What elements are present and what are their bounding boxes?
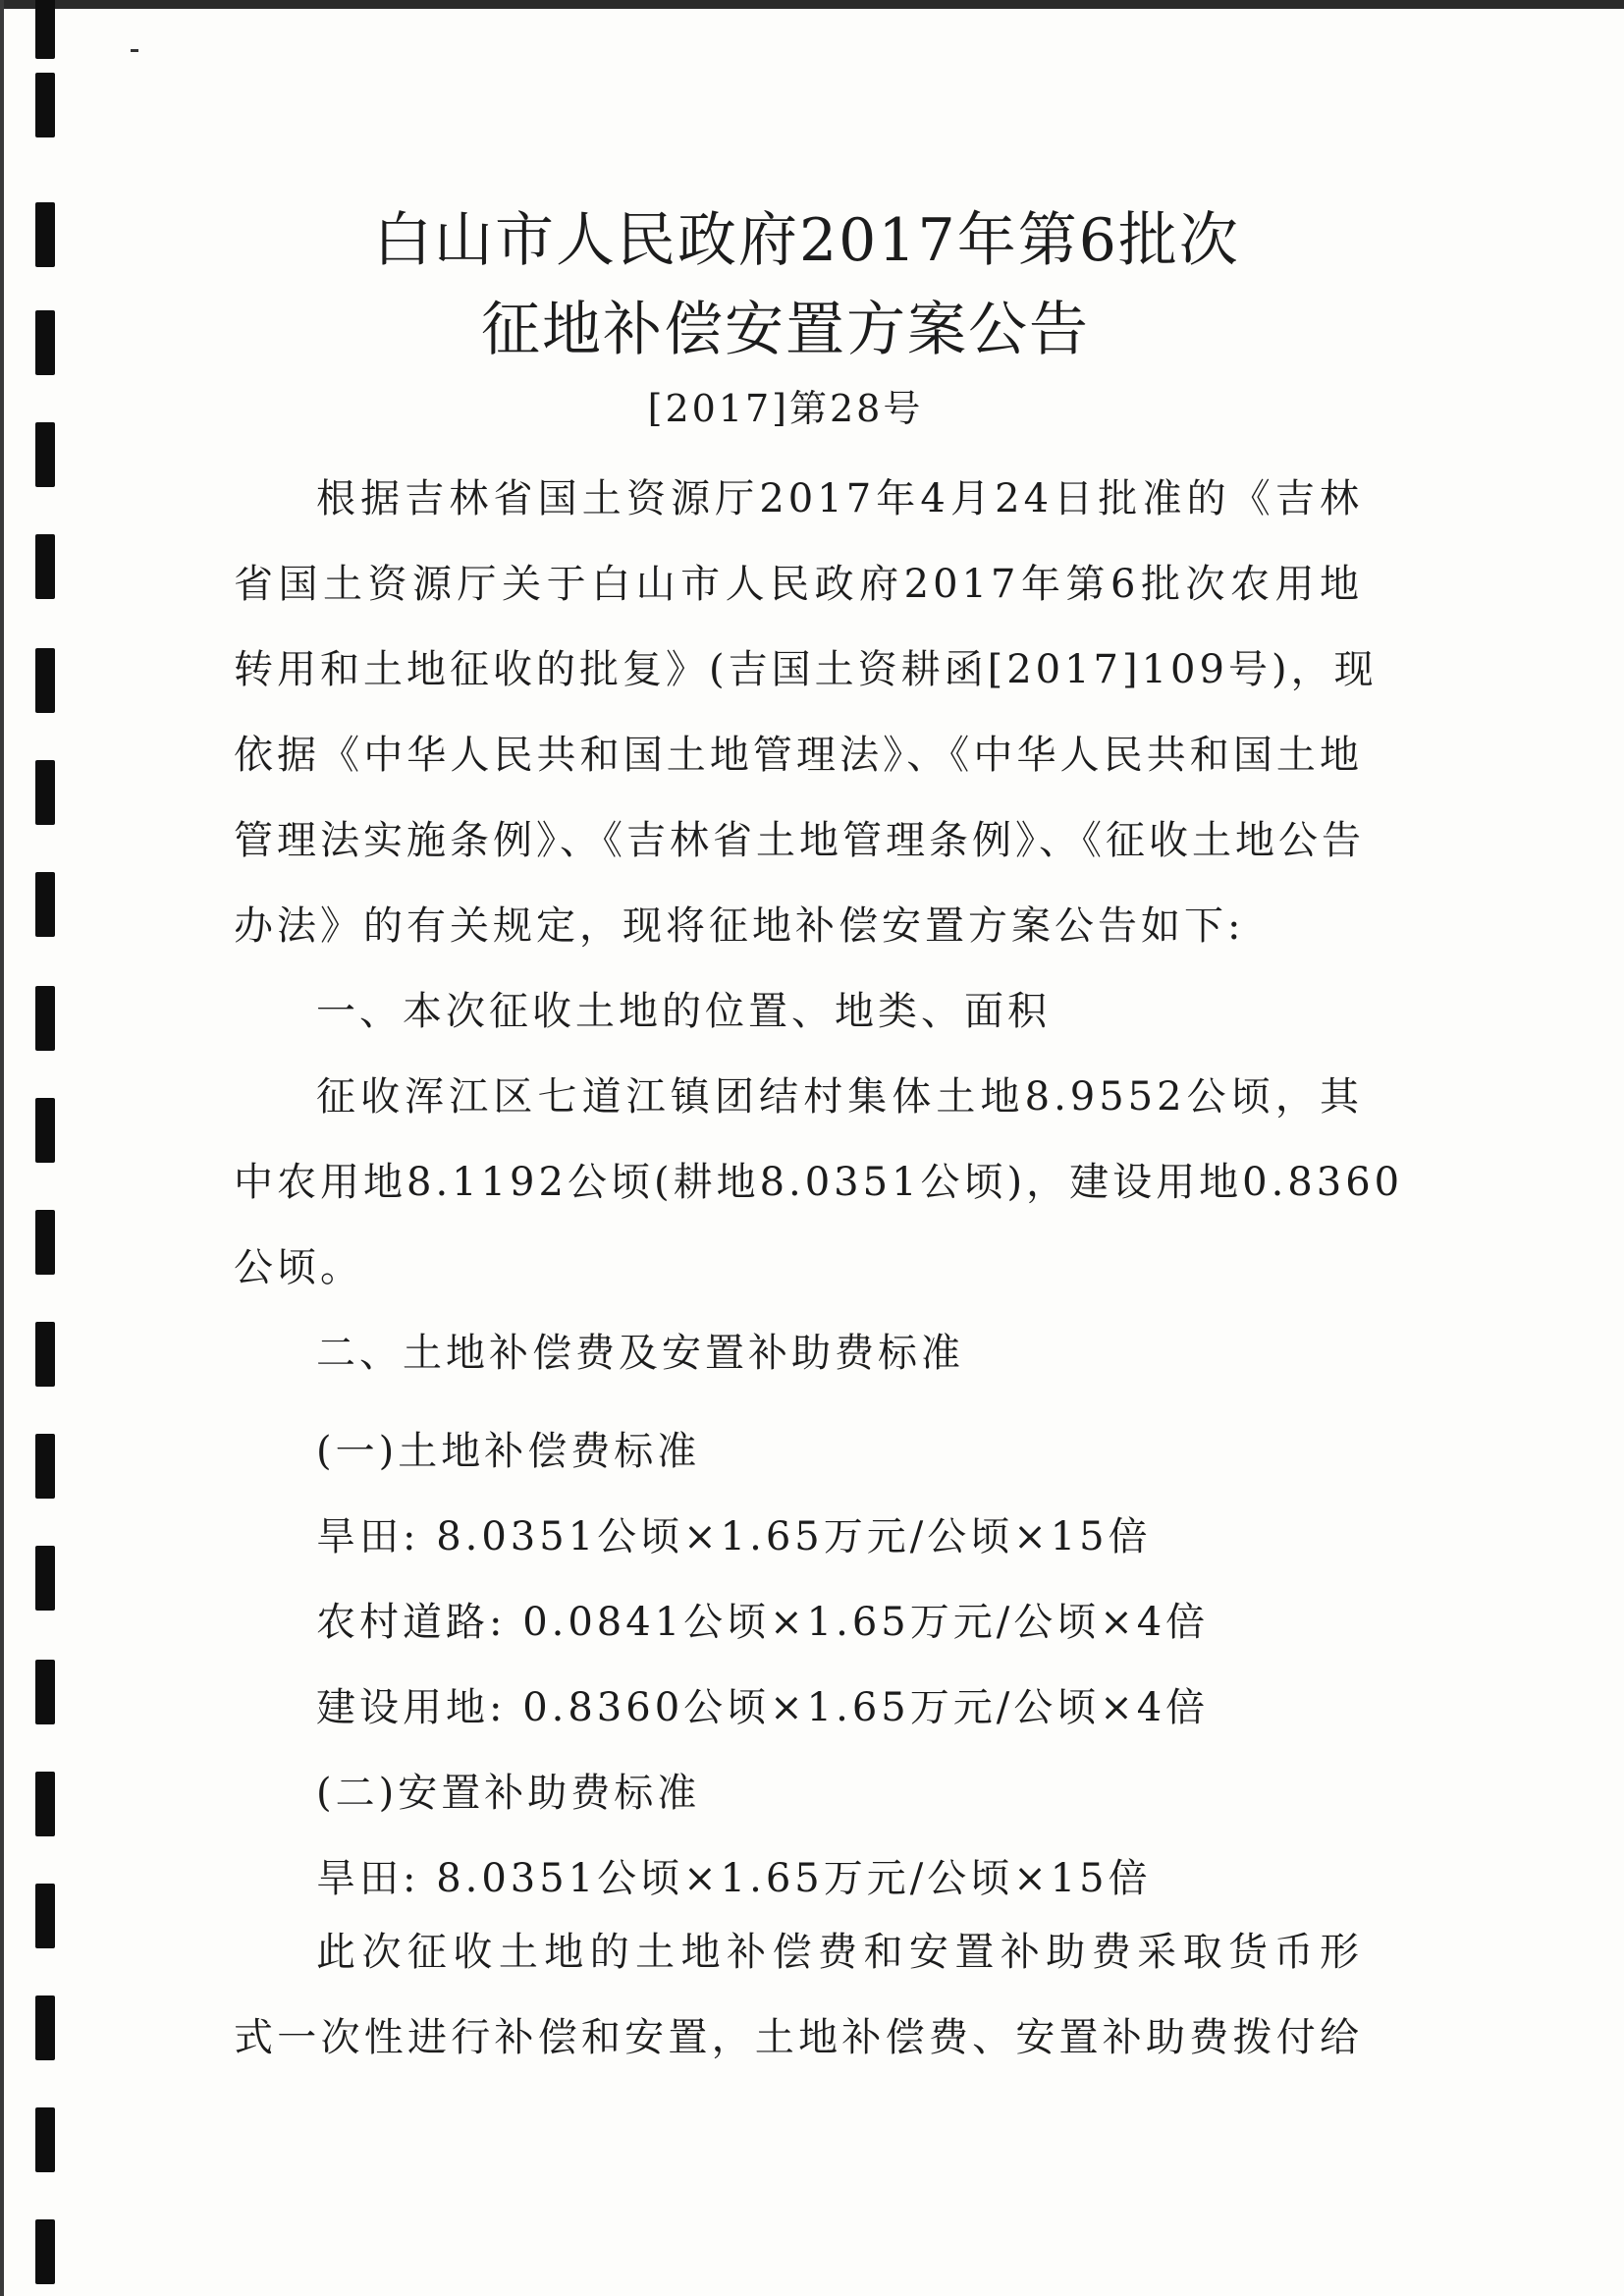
paragraph-line: 公顷。 <box>234 1245 363 1290</box>
binding-hole <box>35 872 55 937</box>
binding-hole <box>35 986 55 1051</box>
scan-mark <box>131 49 138 52</box>
subsection-heading: (一)土地补偿费标准 <box>316 1429 701 1474</box>
document-title-line-1: 白山市人民政府2017年第6批次 <box>373 206 1240 275</box>
binding-hole <box>35 1210 55 1275</box>
paragraph-line: 管理法实施条例》、《吉林省土地管理条例》、《征收土地公告 <box>234 818 1365 863</box>
binding-hole <box>35 310 55 375</box>
section-heading: 二、土地补偿费及安置补助费标准 <box>316 1331 964 1376</box>
scan-left-edge <box>0 0 4 2296</box>
binding-hole <box>35 0 55 59</box>
document-number: [2017]第28号 <box>647 387 924 430</box>
formula-line: 农村道路: 0.0841公顷×1.65万元/公顷×4倍 <box>316 1600 1210 1645</box>
binding-hole <box>35 1772 55 1836</box>
paragraph-line: 办法》的有关规定，现将征地补偿安置方案公告如下: <box>234 903 1245 949</box>
formula-line: 旱田: 8.0351公顷×1.65万元/公顷×15倍 <box>316 1856 1152 1901</box>
binding-hole <box>35 422 55 487</box>
binding-hole <box>35 2107 55 2172</box>
formula-line: 建设用地: 0.8360公顷×1.65万元/公顷×4倍 <box>316 1685 1210 1730</box>
binding-holes <box>35 0 55 2296</box>
paragraph-line: 式一次性进行补偿和安置，土地补偿费、安置补助费拨付给 <box>234 2015 1363 2060</box>
binding-hole <box>35 1660 55 1724</box>
subsection-heading: (二)安置补助费标准 <box>316 1771 701 1816</box>
binding-hole <box>35 1098 55 1163</box>
binding-hole <box>35 1546 55 1611</box>
binding-hole <box>35 534 55 599</box>
binding-hole <box>35 73 55 137</box>
formula-line: 旱田: 8.0351公顷×1.65万元/公顷×15倍 <box>316 1514 1152 1559</box>
binding-hole <box>35 1995 55 2060</box>
document-title-line-2: 征地补偿安置方案公告 <box>481 296 1090 364</box>
paragraph-line: 此次征收土地的土地补偿费和安置补助费采取货币形 <box>316 1930 1363 1975</box>
paragraph-line: 根据吉林省国土资源厅2017年4月24日批准的《吉林 <box>316 476 1363 521</box>
paragraph-line: 省国土资源厅关于白山市人民政府2017年第6批次农用地 <box>234 562 1363 607</box>
binding-hole <box>35 1884 55 1948</box>
scan-top-edge <box>0 0 1624 9</box>
binding-hole <box>35 1434 55 1499</box>
section-heading: 一、本次征收土地的位置、地类、面积 <box>316 989 1051 1034</box>
binding-hole <box>35 2219 55 2284</box>
binding-hole <box>35 760 55 825</box>
binding-hole <box>35 648 55 713</box>
paragraph-line: 征收浑江区七道江镇团结村集体土地8.9552公顷，其 <box>316 1074 1363 1120</box>
paragraph-line: 依据《中华人民共和国土地管理法》、《中华人民共和国土地 <box>234 733 1363 778</box>
binding-hole <box>35 1322 55 1387</box>
binding-hole <box>35 202 55 267</box>
paragraph-line: 转用和土地征收的批复》(吉国土资耕函[2017]109号)，现 <box>234 647 1378 692</box>
paragraph-line: 中农用地8.1192公顷(耕地8.0351公顷)，建设用地0.8360 <box>234 1160 1404 1205</box>
